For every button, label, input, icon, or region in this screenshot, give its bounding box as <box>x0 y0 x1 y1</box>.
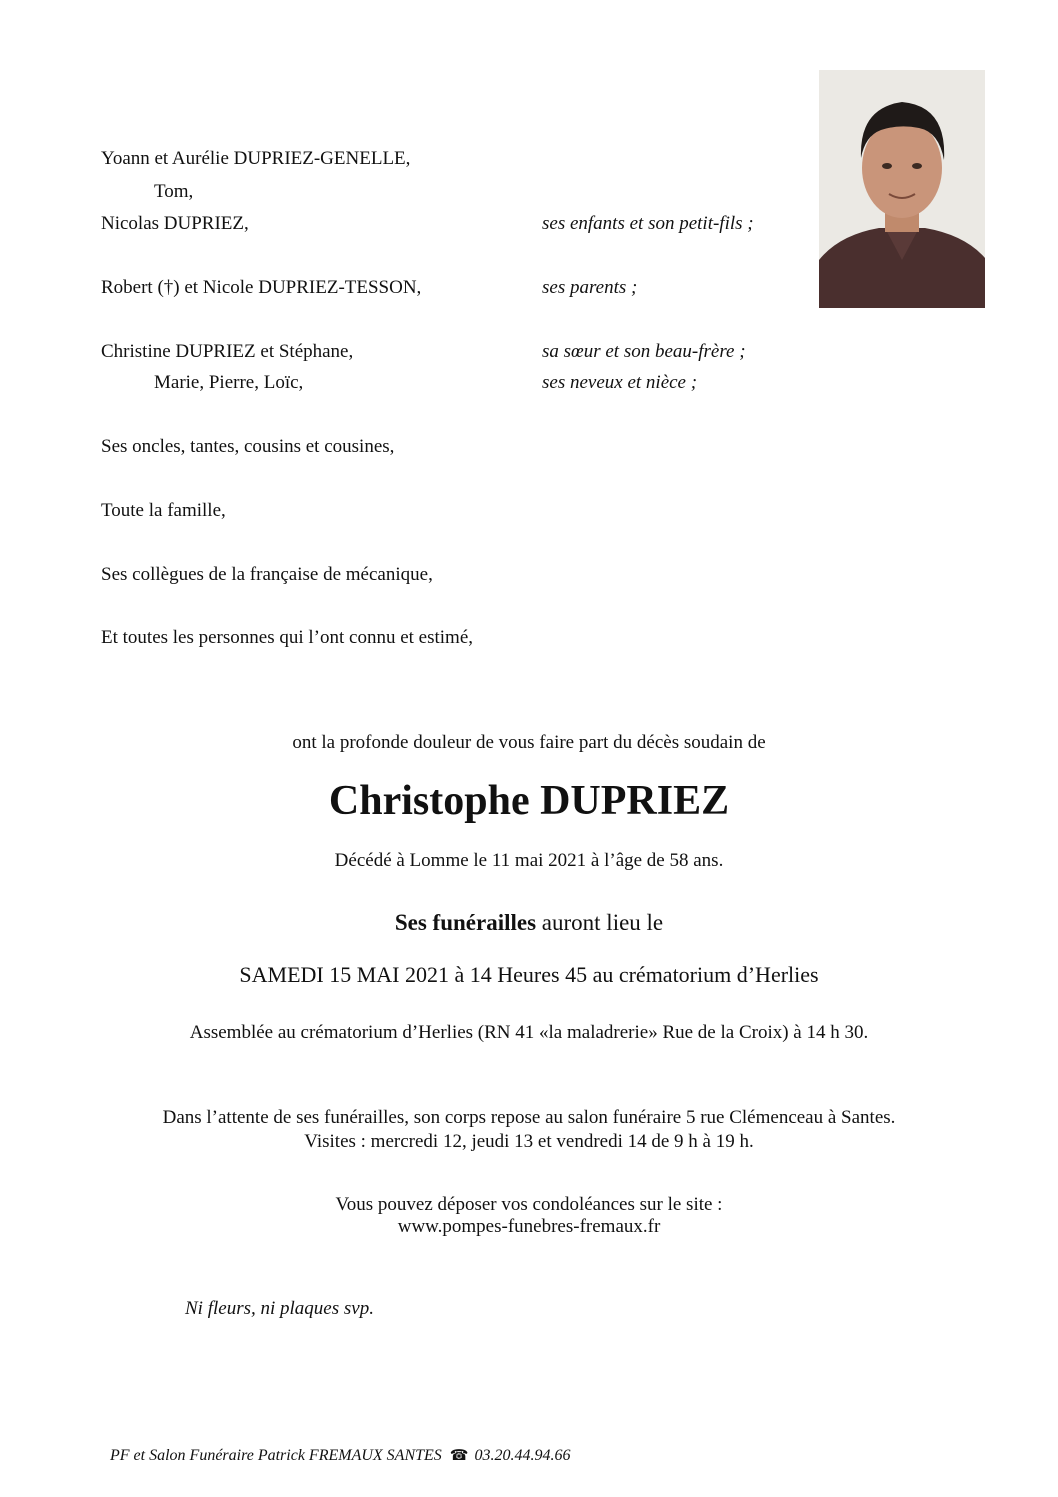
deceased-name: Christophe DUPRIEZ <box>328 778 730 824</box>
announcement-intro: ont la profonde douleur de vous faire part du décès soudain de <box>292 732 766 753</box>
family-line: Ses oncles, tantes, cousins et cousines, <box>101 436 395 457</box>
relationship-label: ses neveux et nièce ; <box>542 372 698 393</box>
relationship-label: ses enfants et son petit-fils ; <box>542 213 754 234</box>
family-line: Marie, Pierre, Loïc, <box>154 372 304 393</box>
family-line: Robert (†) et Nicole DUPRIEZ-TESSON, <box>101 277 422 298</box>
family-line: Yoann et Aurélie DUPRIEZ-GENELLE, <box>101 148 411 169</box>
condolences-text: Vous pouvez déposer vos condoléances sur le site : <box>335 1194 723 1215</box>
family-line: Toute la famille, <box>101 500 226 521</box>
family-line: Nicolas DUPRIEZ, <box>101 213 249 234</box>
telephone-icon: ☎ <box>449 1448 469 1464</box>
assembly-info: Assemblée au crématorium d’Herlies (RN 41 «la maladrerie» Rue de la Croix) à 14 h 30. <box>189 1022 869 1043</box>
footer-company-line <box>110 1446 570 1465</box>
family-line: Ses collègues de la française de mécanique, <box>101 564 433 585</box>
relationship-label: sa sœur et son beau-frère ; <box>542 341 746 362</box>
funeral-heading-rest: auront lieu le <box>536 910 664 935</box>
portrait-illustration <box>819 70 985 308</box>
funeral-datetime: SAMEDI 15 MAI 2021 à 14 Heures 45 au crématorium d’Herlies <box>239 962 819 987</box>
death-details: Décédé à Lomme le 11 mai 2021 à l’âge de 58 ans. <box>334 850 724 871</box>
visits-info-line: Visites : mercredi 12, jeudi 13 et vendredi 14 de 9 h à 19 h. <box>304 1131 754 1152</box>
family-line: Christine DUPRIEZ et Stéphane, <box>101 341 354 362</box>
rest-info-line: Dans l’attente de ses funérailles, son corps repose au salon funéraire 5 rue Clémenceau à Santes. <box>162 1107 896 1128</box>
funeral-heading-bold: Ses funérailles <box>394 910 537 935</box>
footer-phone: 03.20.44.94.66 <box>474 1447 571 1464</box>
family-line: Et toutes les personnes qui l’ont connu et estimé, <box>101 627 474 648</box>
no-flowers-note: Ni fleurs, ni plaques svp. <box>185 1298 374 1319</box>
footer-company: PF et Salon Funéraire Patrick FREMAUX SANTES <box>110 1447 442 1464</box>
family-line: Tom, <box>154 181 194 202</box>
funeral-heading <box>0 910 1058 936</box>
portrait-photo <box>819 70 985 308</box>
condolences-url: www.pompes-funebres-fremaux.fr <box>397 1216 661 1237</box>
relationship-label: ses parents ; <box>542 277 638 298</box>
